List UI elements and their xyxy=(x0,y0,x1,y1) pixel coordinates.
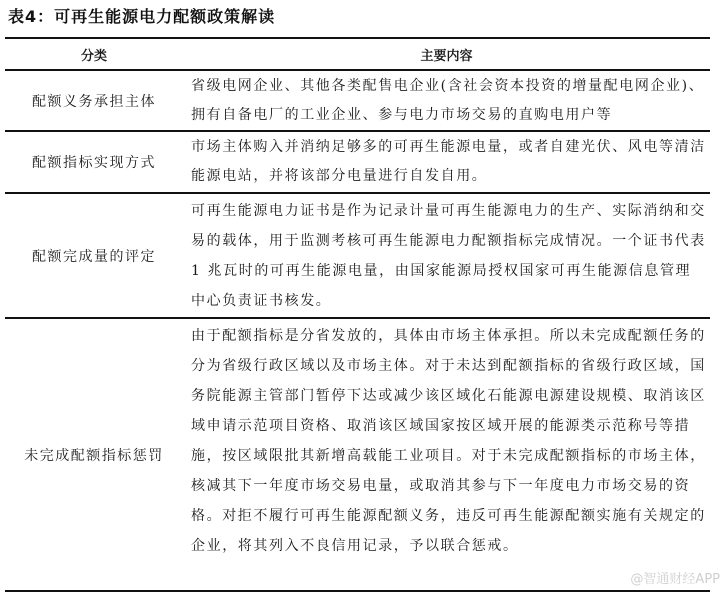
table-title: 表4：可再生能源电力配额政策解读 xyxy=(8,7,276,26)
row-category: 配额义务承担主体 xyxy=(32,93,156,110)
header-category: 分类 xyxy=(80,48,107,64)
table-row xyxy=(5,194,710,319)
row-content: 市场主体购入并消纳足够多的可再生能源电量，或者自建光伏、风电等清洁能源电站，并将该部分电量进行自发自用。 xyxy=(191,139,706,184)
policy-table xyxy=(5,37,710,592)
watermark: @智通财经APP xyxy=(630,572,720,587)
header-content: 主要内容 xyxy=(420,48,473,64)
row-content: 由于配额指标是分省发放的，具体由市场主体承担。所以未完成配额任务的分为省级行政区域以及市场主体。对于未达到配额指标的省级行政区域，国务院能源主管部门暂停下达或减少该区域化石能源电源建设规模、取消该区域申请示范项目资格、取消该区域国家按区域开展的能源类示范称号等措施，按区域限批其新增高载能工业项目。对于未完成配额指标的市场主体，核减其下一年度市场交易电量，或取消其参与下一年度电力市场交易的资格。对拒不履行可再生能源配额义务，违反可再生能源配额实施有关规定的企业，将其列入不良信用记录，予以联合惩戒。 xyxy=(191,328,706,554)
row-category: 未完成配额指标惩罚 xyxy=(24,447,164,464)
table-row xyxy=(5,71,710,132)
row-content: 可再生能源电力证书是作为记录计量可再生能源电力的生产、实际消纳和交易的载体，用于监测考核可再生能源电力配额指标完成情况。一个证书代表 1 兆瓦时的可再生能源电量，由国家能源局授权国家可再生能源信息管理中心负责证书核发。 xyxy=(191,203,706,309)
table-row xyxy=(5,319,710,592)
row-category: 配额完成量的评定 xyxy=(32,248,156,265)
table-header-row xyxy=(5,37,710,71)
row-category: 配额指标实现方式 xyxy=(32,155,156,171)
table-row xyxy=(5,132,710,194)
row-content: 省级电网企业、其他各类配售电企业(含社会资本投资的增量配电网企业)、拥有自备电厂的工业企业、参与电力市场交易的直购电用户等 xyxy=(191,78,705,123)
